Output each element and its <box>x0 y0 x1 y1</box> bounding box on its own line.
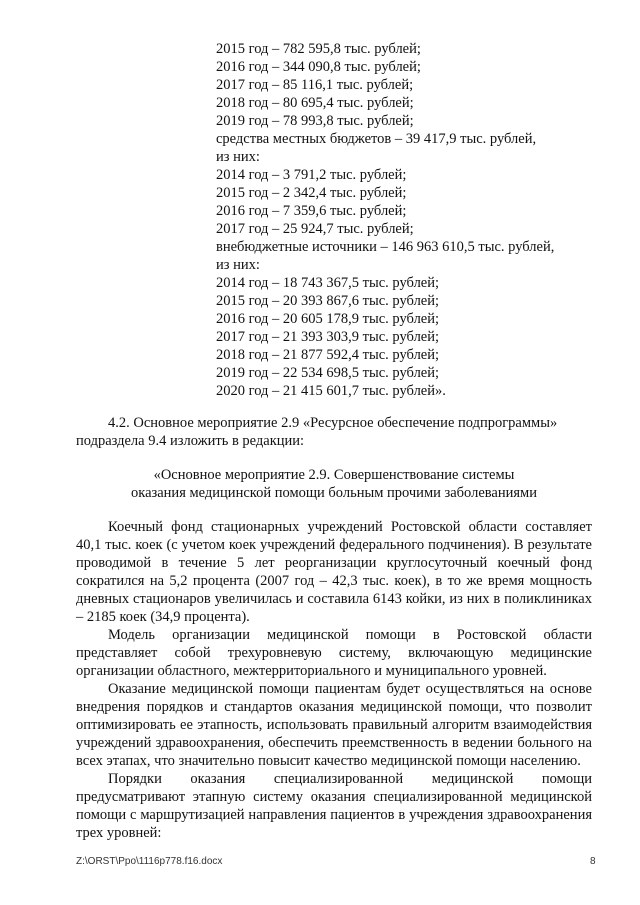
section-line-1: 4.2. Основное мероприятие 2.9 «Ресурсное обеспечение подпрограммы» <box>108 415 558 431</box>
budget-line: 2015 год – 2 342,4 тыс. рублей; <box>216 185 407 201</box>
budget-line: из них: <box>216 257 260 273</box>
budget-line: 2014 год – 3 791,2 тыс. рублей; <box>216 167 407 183</box>
budget-line: средства местных бюджетов – 39 417,9 тыс. рублей, <box>216 131 537 147</box>
budget-line: внебюджетные источники – 146 963 610,5 тыс. рублей, <box>216 239 555 255</box>
budget-line: 2020 год – 21 415 601,7 тыс. рублей». <box>216 383 446 399</box>
body-text <box>76 518 592 842</box>
budget-line: 2014 год – 18 743 367,5 тыс. рублей; <box>216 275 440 291</box>
budget-line: 2015 год – 20 393 867,6 тыс. рублей; <box>216 293 440 309</box>
paragraph: Модель организации медицинской помощи в Ростовской области представляет собой трехуровневую систему, включающую медицинские организации областного, межтерриториального и муниципального уровней. <box>76 627 592 679</box>
budget-line: 2019 год – 78 993,8 тыс. рублей; <box>216 113 414 129</box>
paragraph: Порядки оказания специализированной медицинской помощи предусматривают этапную систему оказания специализированной медицинской помощи с маршрутизацией направления пациентов в учреждения здравоохранения трех уровней: <box>76 771 592 841</box>
heading-line-1: «Основное мероприятие 2.9. Совершенствование системы <box>153 467 515 483</box>
budget-line: из них: <box>216 149 260 165</box>
section-line-2: подраздела 9.4 изложить в редакции: <box>76 433 305 449</box>
event-heading <box>76 466 592 502</box>
budget-line: 2016 год – 344 090,8 тыс. рублей; <box>216 59 421 75</box>
footer-file-path: Z:\ORST\Ppo\1116p778.f16.docx <box>76 856 223 867</box>
budget-line: 2016 год – 7 359,6 тыс. рублей; <box>216 203 407 219</box>
budget-line: 2017 год – 21 393 303,9 тыс. рублей; <box>216 329 440 345</box>
budget-line: 2017 год – 85 116,1 тыс. рублей; <box>216 77 414 93</box>
budget-line: 2017 год – 25 924,7 тыс. рублей; <box>216 221 414 237</box>
budget-line: 2018 год – 21 877 592,4 тыс. рублей; <box>216 347 440 363</box>
paragraph: Оказание медицинской помощи пациентам будет осуществляться на основе внедрения порядков и стандартов оказания медицинской помощи, что позволит оптимизировать ее этапность, использовать правильный алгоритм взаимодействия учреждений здравоохранения, обеспечить преемственность в ведении больного на всех этапах, что значительно повысит качество медицинской помощи населению. <box>76 681 592 769</box>
budget-line: 2019 год – 22 534 698,5 тыс. рублей; <box>216 365 440 381</box>
budget-line: 2016 год – 20 605 178,9 тыс. рублей; <box>216 311 440 327</box>
section-4-2 <box>76 414 592 450</box>
budget-line: 2015 год – 782 595,8 тыс. рублей; <box>216 41 421 57</box>
budget-line: 2018 год – 80 695,4 тыс. рублей; <box>216 95 414 111</box>
paragraph: Коечный фонд стационарных учреждений Ростовской области составляет 40,1 тыс. коек (с учетом коек учреждений федерального подчинения). В результате проводимой в течение 5 лет реорганизации круглосуточный коечный фонд сократился на 5,2 процента (2007 год – 42,3 тыс. коек), в то же время мощность дневных стационаров увеличилась и составила 6143 койки, из них в поликлиниках – 2185 коек (34,9 процента). <box>76 519 592 625</box>
heading-line-2: оказания медицинской помощи больным прочими заболеваниями <box>131 485 537 501</box>
page-number: 8 <box>590 856 596 867</box>
